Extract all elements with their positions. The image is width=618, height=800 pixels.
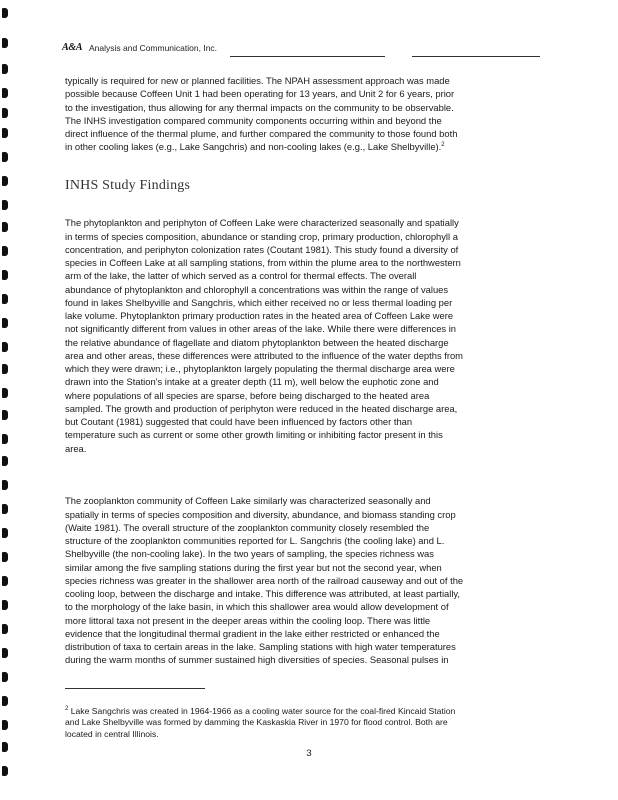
footnote-reference: 2 <box>441 142 445 149</box>
text-line: similar among the five sampling stations during the first year but not the second year, when <box>65 561 442 573</box>
text-line: drawn into the Station's intake at a greater depth (11 m), well below the euphotic zone and <box>65 376 439 388</box>
scan-margin-marks <box>2 0 10 800</box>
text-line: arm of the lake, the latter of which served as a control for thermal effects. The overall <box>65 270 417 282</box>
text-line: spatially in terms of species composition and diversity, abundance, and biomass standing crop <box>65 508 456 520</box>
text-line: Shelbyville (the non-cooling lake). In the two years of sampling, the species richness was <box>65 548 434 560</box>
footnote-number: 2 <box>65 705 69 712</box>
page-number: 3 <box>306 748 312 759</box>
text-line: to the investigation, thus allowing for any thermal impacts on the community to be observable. <box>65 101 454 113</box>
text-line: The INHS investigation compared community components occurring within and beyond the <box>65 114 442 126</box>
section-heading: INHS Study Findings <box>65 178 191 193</box>
text-line: in other cooling lakes (e.g., Lake Sangchris) and non-cooling lakes (e.g., Lake Shelbyville).$^2$ <box>65 141 445 153</box>
text-line: species in Coffeen Lake at all sampling stations, from within the plume area to the northwestern <box>65 257 461 269</box>
text-line: cooling loop, between the discharge and intake. This difference was attributed, at least partially, <box>65 588 461 600</box>
text-line: The zooplankton community of Coffeen Lake similarly was characterized seasonally and <box>65 495 431 507</box>
text-line: lake volume. Phytoplankton primary production rates in the heated area of Coffeen Lake were <box>65 310 454 322</box>
text-line: The phytoplankton and periphyton of Coffeen Lake were characterized seasonally and spatially <box>65 217 459 229</box>
text-line: sampled. The growth and production of periphyton were reduced in the heated discharge area, <box>65 402 458 414</box>
text-line: species richness was greater in the shallower area north of the railroad causeway and out of the <box>65 574 464 586</box>
header-rule-left <box>230 56 385 57</box>
text-line: direct influence of the thermal plume, and further compared the community to those found both <box>65 128 458 139</box>
text-line: (Waite 1981). The overall structure of the zooplankton community closely resembled the <box>65 521 430 533</box>
text-line: abundance of phytoplankton and chlorophyll a concentrations was within the range of values <box>65 283 449 295</box>
company-logo: A&A <box>62 42 83 53</box>
text-line: more littoral taxa not present in the deeper areas within the cooling loop. There was little <box>65 614 431 626</box>
text-line: found in lakes Shelbyville and Sangchris, which either received no or less thermal loading per <box>65 296 453 308</box>
text-line: distribution of taxa to certain areas in the lake. Sampling stations with high water temperatures <box>65 641 456 653</box>
text-line: typically is required for new or planned facilities. The NPAH assessment approach was made <box>65 75 450 86</box>
text-line: possible because Coffeen Unit 1 had been operating for 13 years, and Unit 2 for 6 years, prior <box>65 88 455 100</box>
zooplankton-paragraph <box>65 485 543 676</box>
page-header <box>62 42 542 56</box>
footnote-separator <box>65 688 205 689</box>
text-line: during the warm months of summer sustained high diversities of species. Seasonal pulses in <box>65 654 449 666</box>
footnote-line: and Lake Shelbyville was formed by damming the Kaskaskia River in 1970 for flood control. Both are <box>65 717 448 728</box>
text-line: to the morphology of the lake basin, in which this shallower area would allow development of <box>65 601 449 613</box>
phytoplankton-paragraph <box>65 207 543 464</box>
intro-paragraph <box>65 74 543 154</box>
footnote-line: located in central Illinois. <box>65 728 159 739</box>
text-line: structure of the zooplankton communities reported for L. Sangchris (the cooling lake) and L. <box>65 535 445 547</box>
company-name: Analysis and Communication, Inc. <box>89 43 218 53</box>
text-line: not significantly different from values in other areas of the lake. While there were differences in <box>65 323 457 335</box>
text-line: area. <box>65 442 87 454</box>
text-line: but Coutant (1981) suggested that could have been influenced by factors other than <box>65 416 413 428</box>
footnote-line: $^2$ Lake Sangchris was created in 1964-1966 as a cooling water source for the coal-fired Kincaid Station <box>65 705 456 716</box>
header-rule-right <box>412 56 540 57</box>
text-line: in terms of species composition, abundance or standing crop, primary production, chlorophyll a <box>65 230 458 242</box>
text-line: the relative abundance of flagellate and diatom phytoplankton between the heated discharge <box>65 336 449 348</box>
footnote <box>65 697 543 749</box>
text-line: evidence that the longitudinal thermal gradient in the lake either restricted or enhanced the <box>65 627 440 639</box>
text-line: temperature such as current or some other growth limiting or inhibiting factor present in this <box>65 429 443 441</box>
text-line: which they were drawn; i.e., phytoplankton largely populating the thermal discharge area were <box>65 363 455 375</box>
text-line: concentration, and periphyton colonization rates (Coutant 1981). This study found a diversity of <box>65 243 459 255</box>
text-line: area and other areas, these differences were attributed to the influence of the water depths from <box>65 349 463 361</box>
text-line: where populations of all species are sparse, before being discharged to the heated area <box>65 389 430 401</box>
